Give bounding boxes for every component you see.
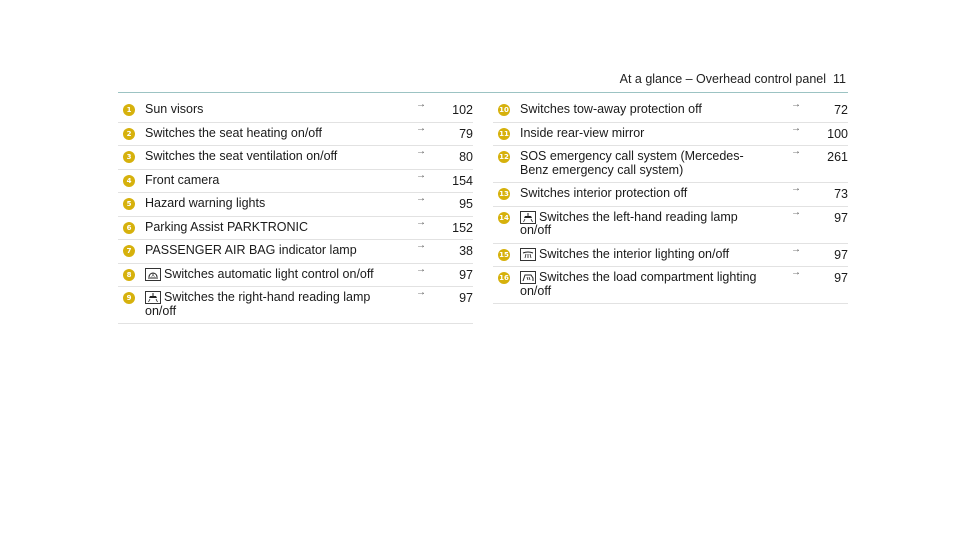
page-reference-link[interactable]: 152 <box>452 220 473 235</box>
item-number-badge: 3 <box>123 151 135 163</box>
item-description: Switches the interior lighting on/off <box>539 246 730 261</box>
automatic-light-icon <box>145 268 161 281</box>
legend-item <box>493 267 848 304</box>
item-description: SOS emergency call system (Mercedes-Benz emergency call system) <box>520 149 744 177</box>
item-number-badge: 4 <box>123 175 135 187</box>
page-reference-arrow-icon: → <box>416 240 426 251</box>
item-number-badge: 11 <box>499 129 509 138</box>
legend-item <box>118 217 473 241</box>
page-reference-link[interactable]: 154 <box>452 173 473 188</box>
page-reference-arrow-icon: → <box>791 267 801 278</box>
page-reference-link[interactable]: 97 <box>834 271 848 285</box>
item-number-badge: 12 <box>499 153 509 161</box>
page-reference-arrow-icon: → <box>791 122 801 134</box>
item-description: Switches the right-hand reading lamp on/off <box>145 290 371 318</box>
page-reference-link[interactable]: 102 <box>452 103 473 117</box>
item-number-badge: 14 <box>499 213 509 222</box>
page-reference-link[interactable]: 79 <box>459 126 473 141</box>
page-reference-arrow-icon: → <box>416 263 426 275</box>
page-reference-link[interactable]: 261 <box>827 150 848 164</box>
item-description: Switches automatic light control on/off <box>164 266 374 281</box>
legend-item <box>493 146 848 183</box>
page-reference-arrow-icon: → <box>416 287 426 298</box>
page-reference-arrow-icon: → <box>416 169 426 181</box>
page-reference-link[interactable]: 80 <box>459 150 473 164</box>
item-description: Switches the left-hand reading lamp on/off <box>520 209 738 237</box>
page-reference-link[interactable]: 95 <box>459 197 473 211</box>
legend-item <box>118 193 473 217</box>
page-reference-link[interactable]: 100 <box>827 126 848 141</box>
item-number-badge: 16 <box>499 274 509 282</box>
page-number: 11 <box>833 72 846 86</box>
legend-item <box>118 146 473 170</box>
legend-item <box>118 170 473 194</box>
item-number-badge: 9 <box>123 292 135 304</box>
item-description: Switches the seat heating on/off <box>145 125 322 140</box>
section-title: At a glance – Overhead control panel <box>619 72 826 86</box>
reading-lamp-icon <box>520 211 536 224</box>
item-description: Inside rear-view mirror <box>520 125 645 140</box>
item-number-badge: 7 <box>123 245 135 257</box>
item-number-badge: 6 <box>123 222 135 234</box>
item-description: Hazard warning lights <box>145 196 266 210</box>
item-description: Switches the load compartment lighting on/off <box>520 270 757 298</box>
page-reference-link[interactable]: 97 <box>459 267 473 282</box>
page-reference-arrow-icon: → <box>416 146 426 157</box>
legend-item <box>493 207 848 244</box>
page-reference-arrow-icon: → <box>416 193 426 204</box>
reading-lamp-icon <box>145 291 161 304</box>
page-reference-arrow-icon: → <box>791 146 801 157</box>
item-description: Front camera <box>145 172 220 187</box>
page-reference-link[interactable]: 72 <box>834 103 848 117</box>
left-legend-column <box>118 99 473 324</box>
legend-item <box>118 240 473 264</box>
item-description: Switches tow-away protection off <box>520 102 702 116</box>
interior-light-icon <box>520 248 536 261</box>
svg-text:A: A <box>151 273 155 279</box>
page-reference-link[interactable]: 97 <box>459 291 473 305</box>
legend-item <box>118 99 473 123</box>
legend-item <box>118 264 473 288</box>
page-reference-arrow-icon: → <box>791 183 801 194</box>
legend-item <box>493 244 848 268</box>
legend-item <box>118 123 473 147</box>
page-reference-arrow-icon: → <box>416 122 426 134</box>
page-reference-arrow-icon: → <box>791 206 801 218</box>
item-number-badge: 15 <box>499 250 509 259</box>
page-reference-link[interactable]: 97 <box>834 247 848 262</box>
item-number-badge: 5 <box>123 198 135 210</box>
legend-item <box>493 99 848 123</box>
page-reference-arrow-icon: → <box>791 99 801 110</box>
page-header <box>118 70 848 93</box>
item-number-badge: 1 <box>123 104 135 116</box>
item-description: Switches the seat ventilation on/off <box>145 149 338 163</box>
item-number-badge: 10 <box>499 106 509 114</box>
page-reference-arrow-icon: → <box>791 243 801 255</box>
item-description: Sun visors <box>145 102 204 116</box>
item-number-badge: 8 <box>123 269 135 281</box>
page-reference-link[interactable]: 73 <box>834 187 848 201</box>
item-description: Switches interior protection off <box>520 186 688 200</box>
legend-item <box>493 123 848 147</box>
legend-item <box>493 183 848 207</box>
item-description: PASSENGER AIR BAG indicator lamp <box>145 243 357 257</box>
item-description: Parking Assist PARKTRONIC <box>145 219 309 234</box>
legend-item <box>118 287 473 324</box>
item-number-badge: 2 <box>123 128 135 140</box>
right-legend-column <box>493 99 848 304</box>
page-reference-link[interactable]: 97 <box>834 210 848 225</box>
item-number-badge: 13 <box>499 190 509 198</box>
page-reference-link[interactable]: 38 <box>459 244 473 258</box>
load-compartment-light-icon <box>520 271 536 284</box>
page-reference-arrow-icon: → <box>416 216 426 228</box>
page-reference-arrow-icon: → <box>416 99 426 110</box>
